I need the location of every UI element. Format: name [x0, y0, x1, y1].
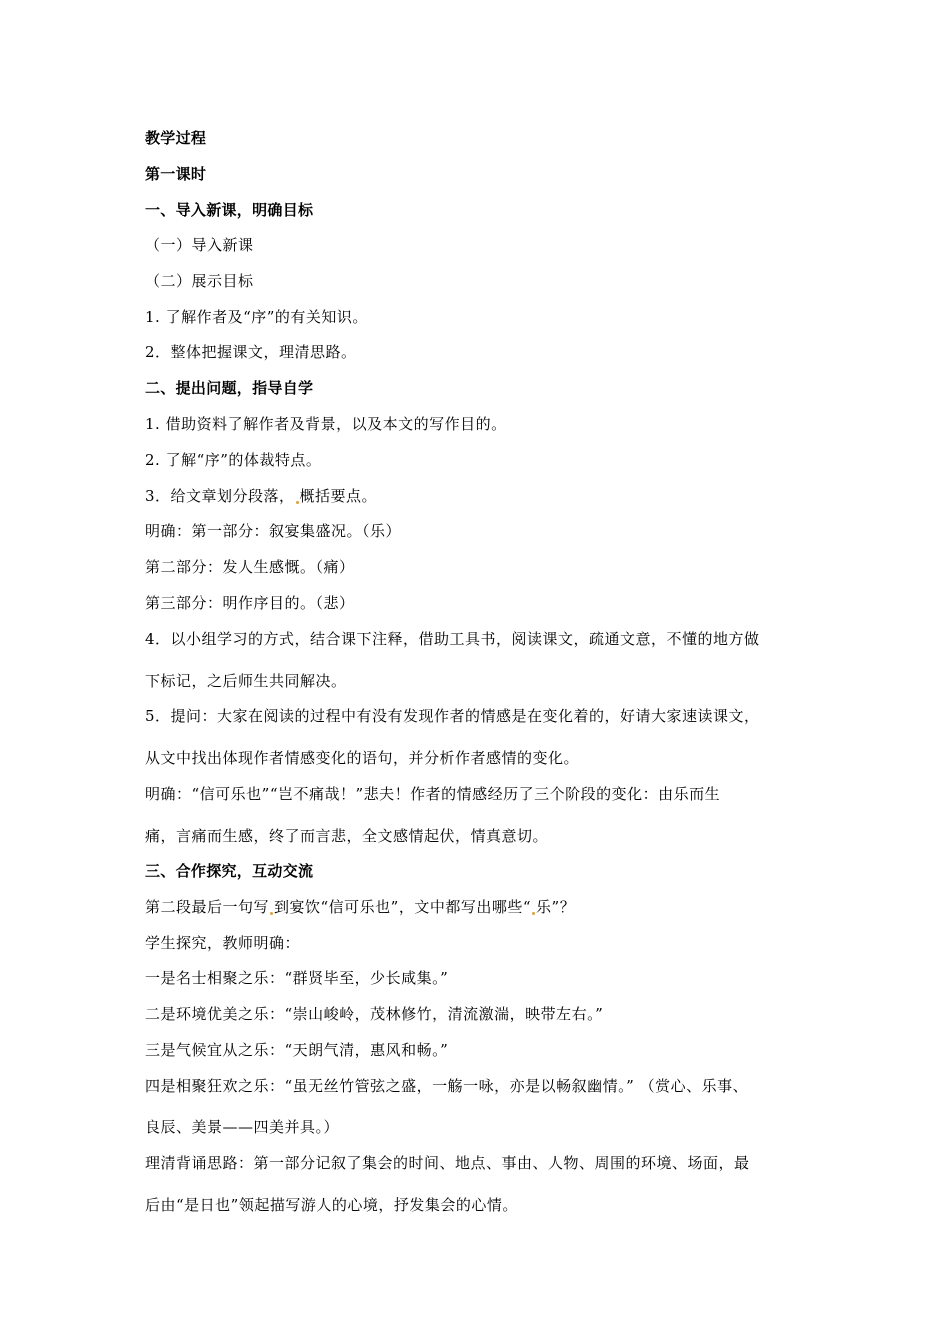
subheading: （二）展示目标: [145, 272, 254, 290]
subheading: （一）导入新课: [145, 236, 254, 254]
text-line: 1. 了解作者及“序”的有关知识。: [145, 308, 368, 326]
text-line: 一是名士相聚之乐：“群贤毕至，少长咸集。”: [145, 969, 449, 987]
text-fragment: 到宴饮“信可乐也”，文中都写出哪些“: [274, 898, 532, 916]
text-line: 2. 了解“序”的体裁特点。: [145, 451, 322, 469]
marker-dot: [532, 912, 535, 915]
text-fragment: 概括要点。: [299, 487, 378, 505]
text-line: 1. 借助资料了解作者及背景，以及本文的写作目的。: [145, 415, 507, 433]
text-line: 后由“是日也”领起描写游人的心境，抒发集会的心情。: [145, 1196, 518, 1214]
heading-2: 二、提出问题，指导自学: [145, 379, 314, 397]
text-line: 四是相聚狂欢之乐：“虽无丝竹管弦之盛，一觞一咏，亦是以畅叙幽情。” （赏心、乐事、: [145, 1077, 749, 1095]
text-line: 第三部分：明作序目的。（悲）: [145, 594, 355, 612]
text-line: 学生探究，教师明确：: [145, 934, 301, 952]
heading-3: 三、合作探究，互动交流: [145, 862, 314, 880]
text-line: 良辰、美景——四美并具。）: [145, 1118, 340, 1136]
text-line: 下标记，之后师生共同解决。: [145, 672, 347, 690]
text-line: 明确：第一部分：叙宴集盛况。（乐）: [145, 522, 402, 540]
text-line: 理清背诵思路：第一部分记叙了集会的时间、地点、事由、人物、周围的环境、场面，最: [145, 1154, 750, 1172]
text-line: 二是环境优美之乐：“崇山峻岭，茂林修竹，清流激湍，映带左右。”: [145, 1005, 604, 1023]
marker-dot: [296, 501, 299, 504]
text-fragment: 第二段最后一句写: [145, 898, 270, 916]
text-line: 痛，言痛而生感，终了而言悲，全文感情起伏，情真意切。: [145, 827, 549, 845]
text-line: 从文中找出体现作者情感变化的语句，并分析作者感情的变化。: [145, 749, 580, 767]
section-title: 教学过程: [145, 129, 207, 147]
text-line: 5．提问：大家在阅读的过程中有没有发现作者的情感是在变化着的，好请大家速读课文，: [145, 707, 760, 725]
text-line: 三是气候宜从之乐：“天朗气清，惠风和畅。”: [145, 1041, 449, 1059]
text-line: 4．以小组学习的方式，结合课下注释，借助工具书，阅读课文，疏通文意，不懂的地方做: [145, 630, 760, 648]
text-line: [145, 486, 377, 506]
heading-1: 一、导入新课，明确目标: [145, 201, 314, 219]
lesson-title: 第一课时: [145, 165, 207, 183]
text-fragment: 乐”？: [536, 898, 576, 916]
marker-dot: [270, 912, 273, 915]
text-fragment: 3．给文章划分段落，: [145, 487, 295, 505]
text-line: 2．整体把握课文，理清思路。: [145, 343, 357, 361]
text-line: [145, 897, 575, 917]
text-line: 明确：“信可乐也”“岂不痛哉！”悲夫！作者的情感经历了三个阶段的变化：由乐而生: [145, 785, 721, 803]
text-line: 第二部分：发人生感慨。（痛）: [145, 558, 355, 576]
